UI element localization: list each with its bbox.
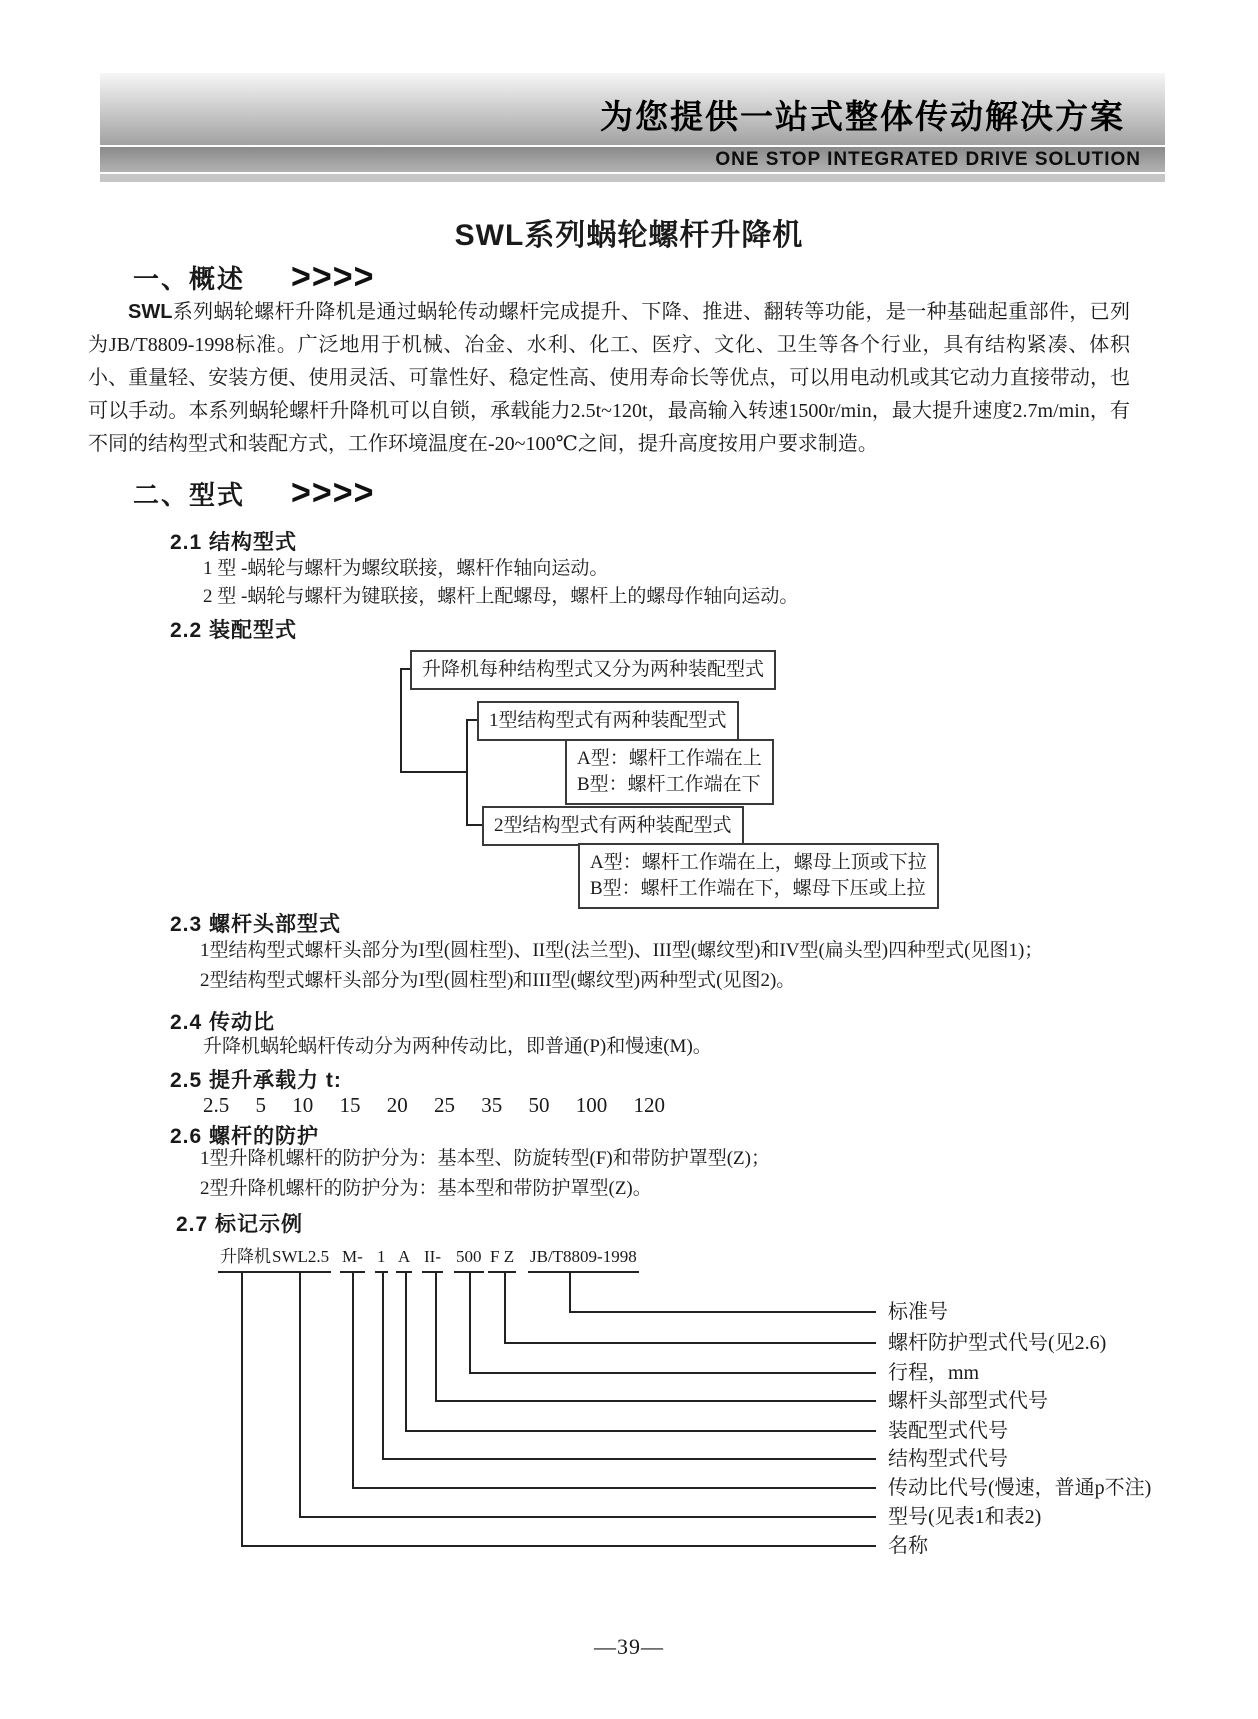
subsection-26-heading: 2.6 螺杆的防护 (170, 1125, 320, 1148)
overview-body-text: 系列蜗轮螺杆升降机是通过蜗轮传动螺杆完成提升、下降、推进、翻转等功能，是一种基础起重部件，已列为JB/T8809-1998标准。广泛地用于机械、冶金、水利、化工、医疗、文化、卫生等各个行业，具有结构紧凑、体积小、重量轻、安装方便、使用灵活、可靠性好、稳定性高、使用寿命长等优点，可以用电动机或其它动力直接带动，也可以手动。本系列蜗轮螺杆升降机可以自锁，承载能力2.5t~120t，最高输入转速1500r/min，最大提升速度2.7m/min，有不同的结构型式和装配方式，工作环境温度在-20~100℃之间，提升高度按用户要求制造。 (88, 301, 1130, 455)
marking-connector-line (435, 1400, 876, 1402)
marking-connector-line (504, 1342, 876, 1344)
marking-connector-line (569, 1311, 876, 1313)
overview-paragraph (88, 296, 1130, 461)
marking-label-ratio: 传动比代号(慢速，普通p不注) (888, 1477, 1152, 1499)
marking-label-name: 名称 (888, 1535, 928, 1557)
marking-label-protection: 螺杆防护型式代号(见2.6) (888, 1332, 1107, 1354)
flow-connector-line (400, 668, 402, 773)
subsection-23-line2: 2型结构型式螺杆头部分为I型(圆柱型)和III型(螺纹型)两种型式(见图2)。 (200, 970, 796, 991)
marking-connector-line (299, 1516, 876, 1518)
subsection-21-line2: 2 型 -蜗轮与螺杆为键联接，螺杆上配螺母，螺杆上的螺母作轴向运动。 (203, 586, 799, 607)
flow-type1-variant-b: B型：螺杆工作端在下 (577, 774, 761, 795)
page-number: —39— (594, 1634, 664, 1659)
subsection-22-heading: 2.2 装配型式 (170, 619, 298, 642)
section-types-heading-row (133, 474, 374, 513)
marking-connector-line (382, 1458, 876, 1460)
marking-token-structure: 1 (375, 1246, 388, 1273)
page-title: SWL系列蜗轮螺杆升降机 (454, 219, 804, 252)
flow-box-type2-variants (578, 843, 939, 909)
header-banner (100, 73, 1165, 182)
flow-type2-variant-a: A型：螺杆工作端在上，螺母上顶或下拉 (590, 852, 927, 873)
marking-token-ratio: M- (340, 1246, 365, 1273)
marking-connector-line (469, 1272, 471, 1372)
subsection-24-heading: 2.4 传动比 (170, 1011, 276, 1034)
marking-connector-line (435, 1272, 437, 1400)
marking-label-standard: 标准号 (888, 1301, 948, 1323)
marking-label-head-type: 螺杆头部型式代号 (888, 1390, 1048, 1412)
marking-connector-line (352, 1487, 876, 1489)
banner-gradient-band (100, 73, 1165, 145)
flow-box-type1: 1型结构型式有两种装配型式 (477, 701, 739, 741)
marking-label-assembly: 装配型式代号 (888, 1420, 1008, 1442)
marking-connector-line (405, 1272, 407, 1430)
marking-token-model: SWL2.5 (270, 1246, 331, 1273)
chevrons-icon: >>>> (291, 257, 375, 297)
marking-label-structure: 结构型式代号 (888, 1448, 1008, 1470)
marking-connector-line (504, 1272, 506, 1342)
subsection-21-heading: 2.1 结构型式 (170, 531, 298, 554)
section-types-heading: 二、型式 (133, 480, 246, 510)
subsection-25-values: 2.5 5 10 15 20 25 35 50 100 120 (203, 1093, 665, 1117)
flow-connector-line (400, 771, 468, 773)
banner-subtitle-en: ONE STOP INTEGRATED DRIVE SOLUTION (715, 149, 1141, 170)
marking-connector-line (241, 1545, 876, 1547)
marking-connector-line (569, 1272, 571, 1311)
marking-connector-line (241, 1272, 243, 1545)
flow-box-type2: 2型结构型式有两种装配型式 (482, 806, 744, 846)
marking-token-protection: F Z (488, 1246, 516, 1273)
section-overview-heading-row (133, 258, 374, 297)
flow-box-root: 升降机每种结构型式又分为两种装配型式 (410, 650, 776, 690)
subsection-25-heading: 2.5 提升承载力 t: (170, 1069, 342, 1092)
section-overview-heading: 一、概述 (133, 264, 246, 294)
subsection-27-heading: 2.7 标记示例 (176, 1213, 304, 1236)
subsection-26-line2: 2型升降机螺杆的防护分为：基本型和带防护罩型(Z)。 (200, 1178, 652, 1199)
flow-type1-variant-a: A型：螺杆工作端在上 (577, 748, 762, 769)
marking-label-travel: 行程，mm (888, 1362, 980, 1384)
chevrons-icon: >>>> (291, 473, 375, 513)
marking-connector-line (352, 1272, 354, 1487)
marking-token-name: 升降机 (218, 1246, 273, 1273)
marking-token-head: II- (422, 1246, 443, 1273)
banner-subtitle-band (100, 147, 1165, 172)
flow-box-type1-variants (565, 739, 774, 805)
marking-token-travel: 500 (454, 1246, 484, 1273)
subsection-23-line1: 1型结构型式螺杆头部分为I型(圆柱型)、II型(法兰型)、III型(螺纹型)和IV型(扁头型)四种型式(见图1)； (200, 940, 1044, 961)
subsection-21-line1: 1 型 -蜗轮与螺杆为螺纹联接，螺杆作轴向运动。 (203, 558, 609, 579)
marking-connector-line (382, 1272, 384, 1458)
subsection-26-line1: 1型升降机螺杆的防护分为：基本型、防旋转型(F)和带防护罩型(Z)； (200, 1148, 770, 1169)
subsection-23-heading: 2.3 螺杆头部型式 (170, 913, 342, 936)
marking-token-assembly: A (396, 1246, 412, 1273)
marking-token-standard: JB/T8809-1998 (528, 1246, 639, 1273)
marking-connector-line (405, 1430, 876, 1432)
banner-title-zh: 为您提供一站式整体传动解决方案 (600, 100, 1125, 136)
flow-type2-variant-b: B型：螺杆工作端在下，螺母下压或上拉 (590, 878, 926, 899)
banner-bottom-strip (100, 174, 1165, 182)
marking-label-model: 型号(见表1和表2) (888, 1506, 1042, 1528)
marking-connector-line (299, 1272, 301, 1516)
flow-connector-line (466, 719, 468, 826)
marking-connector-line (469, 1372, 876, 1374)
subsection-24-line1: 升降机蜗轮蜗杆传动分为两种传动比，即普通(P)和慢速(M)。 (203, 1036, 712, 1057)
overview-lead-bold: SWL (128, 301, 173, 323)
